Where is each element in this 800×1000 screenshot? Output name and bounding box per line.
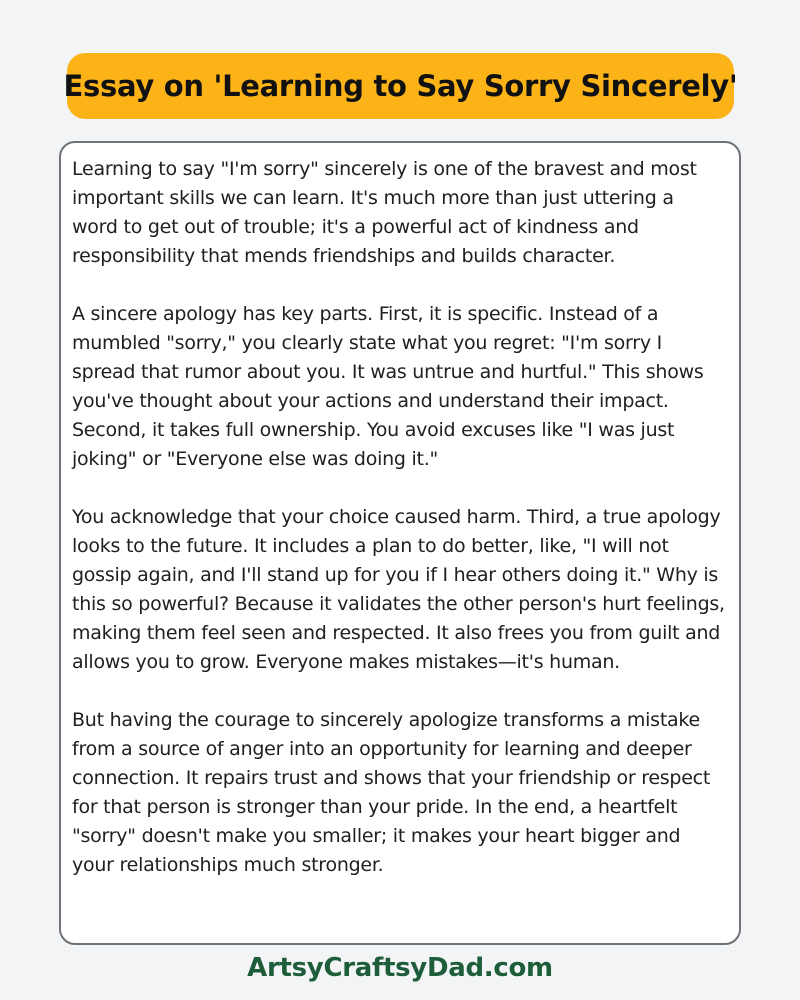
essay-paragraph-1: Learning to say "I'm sorry" sincerely is one of the bravest and most important skills we can learn. It's much more than just uttering a word to get out of trouble; it's a powerful act of kindness and responsibility that mends friendships and builds character. <box>72 158 697 267</box>
page-title: Essay on 'Learning to Say Sorry Sincerely' <box>63 69 738 103</box>
essay-paragraph-2: A sincere apology has key parts. First, it is specific. Instead of a mumbled "sorry," you clearly state what you regret: "I'm sorry I spread that rumor about you. It was untrue and hurtful." This shows you've thought about your actions and understand their impact. Second, it takes full ownership. You avoid excuses like "I was just joking" or "Everyone else was doing it." <box>72 303 704 470</box>
essay-paragraph-3: You acknowledge that your choice caused harm. Third, a true apology looks to the future. It includes a plan to do better, like, "I will not gossip again, and I'll stand up for you if I hear others doing it." Why is this so powerful? Because it validates the other person's hurt feelings, making them feel seen and respected. It also frees you from guilt and allows you to grow. Everyone makes mistakes—it's human. <box>72 506 725 673</box>
essay-card <box>59 141 741 945</box>
title-banner <box>63 53 738 119</box>
essay-paragraph-4: But having the courage to sincerely apologize transforms a mistake from a source of anger into an opportunity for learning and deeper connection. It repairs trust and shows that your friendship or respect for that person is stronger than your pride. In the end, a heartfelt "sorry" doesn't make you smaller; it makes your heart bigger and your relationships much stronger. <box>72 709 711 876</box>
site-watermark: ArtsyCraftsyDad.com <box>247 953 553 983</box>
